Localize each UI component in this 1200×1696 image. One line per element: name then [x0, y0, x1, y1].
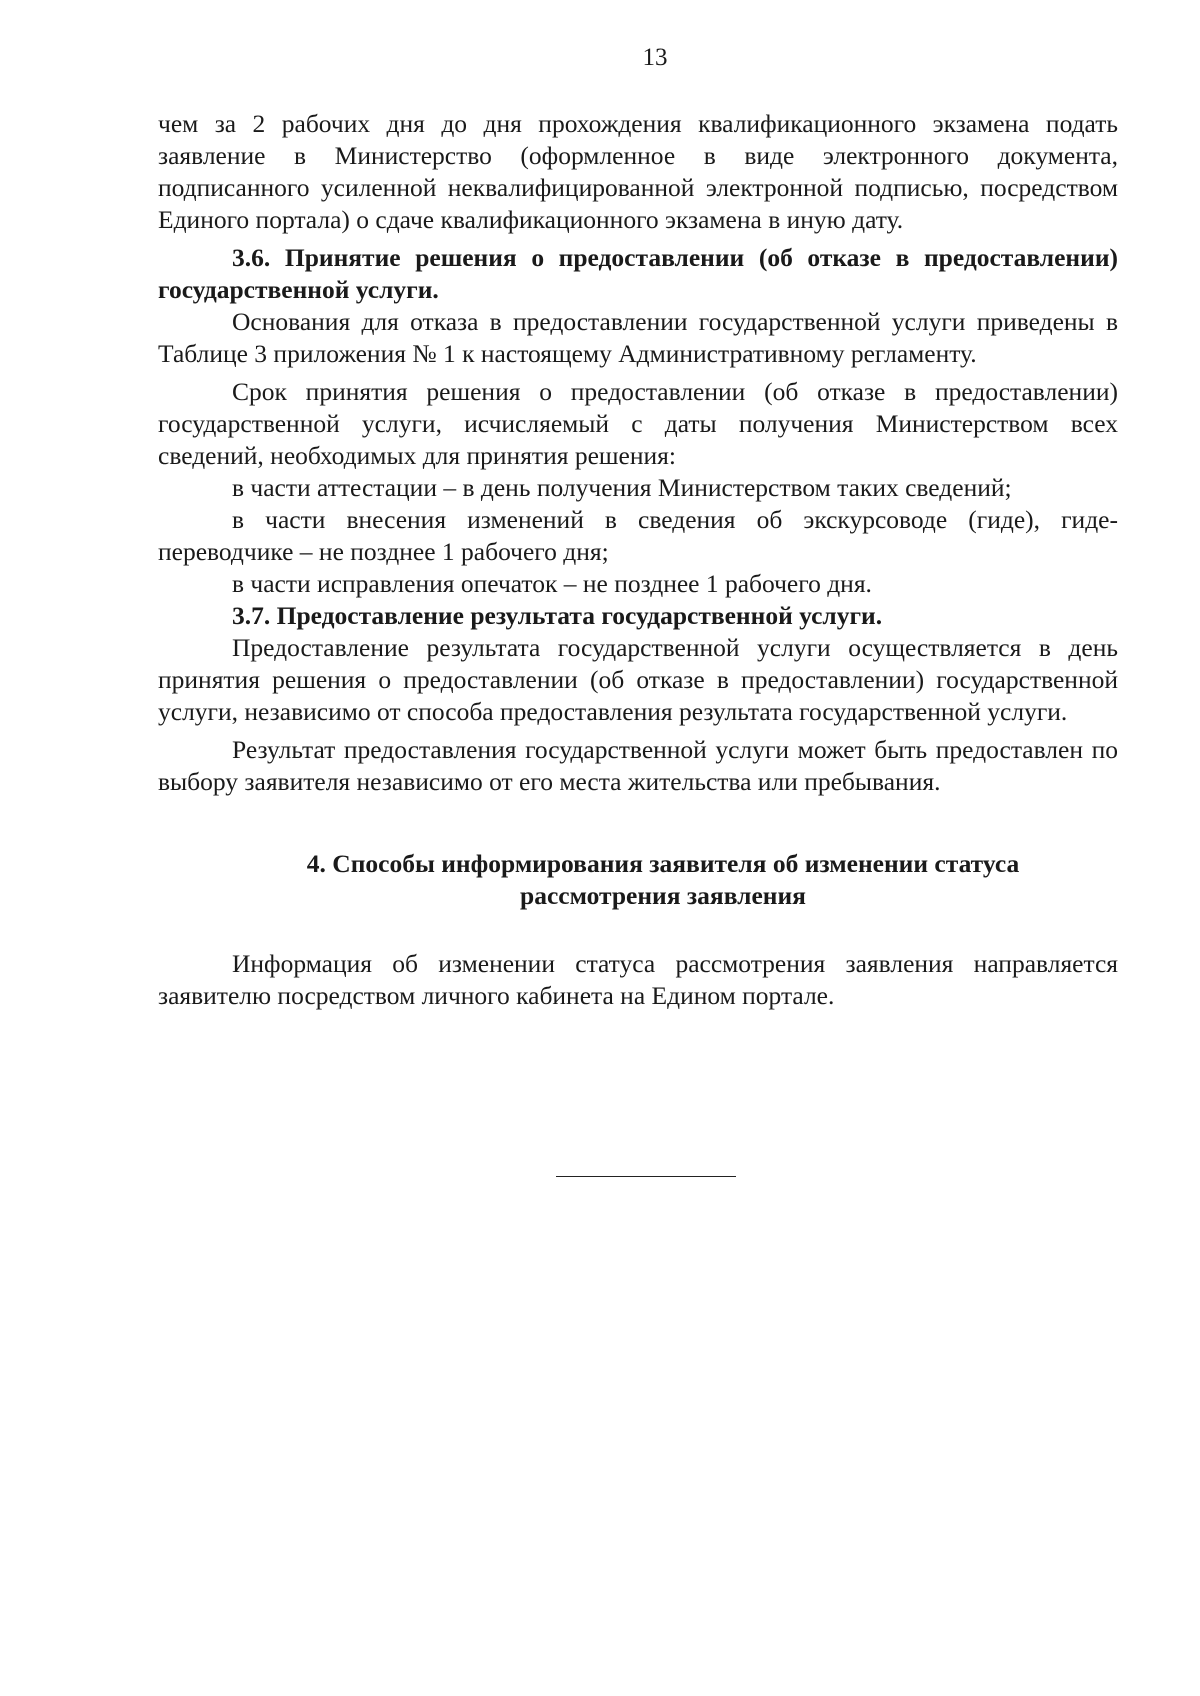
paragraph-refusal-grounds: Основания для отказа в предоставлении государственной услуги приведены в Таблице 3 приложения № 1 к настоящему Административному регламенту. — [158, 307, 1118, 368]
paragraph-continuation: чем за 2 рабочих дня до дня прохождения квалификационного экзамена подать заявление в Министерство (оформленное в виде электронного документа, подписанного усиленной неквалифицированной электронной подписью, посредством Единого портала) о сдаче квалификационного экзамена в иную дату. — [158, 109, 1118, 234]
end-rule-divider — [556, 1176, 736, 1177]
paragraph-corrections: в части исправления опечаток – не позднее 1 рабочего дня. — [232, 569, 872, 598]
paragraph-result-choice: Результат предоставления государственной услуги может быть предоставлен по выбору заявителя независимо от его места жительства или пребывания. — [158, 735, 1118, 796]
document-body — [158, 108, 1118, 1012]
page-number: 13 — [642, 44, 668, 71]
paragraph-changes: в части внесения изменений в сведения об экскурсоводе (гиде), гиде-переводчике – не позднее 1 рабочего дня; — [158, 505, 1118, 566]
paragraph-status-info: Информация об изменении статуса рассмотрения заявления направляется заявителю посредством личного кабинета на Едином портале. — [158, 949, 1118, 1010]
paragraph-result-delivery: Предоставление результата государственной услуги осуществляется в день принятия решения о предоставлении (об отказе в предоставлении) государственной услуги, независимо от способа предоставления результата государственной услуги. — [158, 633, 1118, 726]
paragraph-decision-term: Срок принятия решения о предоставлении (об отказе в предоставлении) государственной услуги, исчисляемый с даты получения Министерством всех сведений, необходимых для принятия решения: — [158, 377, 1118, 470]
section-heading-4: 4. Способы информирования заявителя об изменении статуса рассмотрения заявления — [306, 849, 1020, 910]
paragraph-attestation: в части аттестации – в день получения Министерством таких сведений; — [232, 473, 1012, 502]
section-heading-3-6: 3.6. Принятие решения о предоставлении (об отказе в предоставлении) государственной услуги. — [158, 243, 1118, 304]
section-heading-3-7: 3.7. Предоставление результата государственной услуги. — [232, 601, 883, 630]
